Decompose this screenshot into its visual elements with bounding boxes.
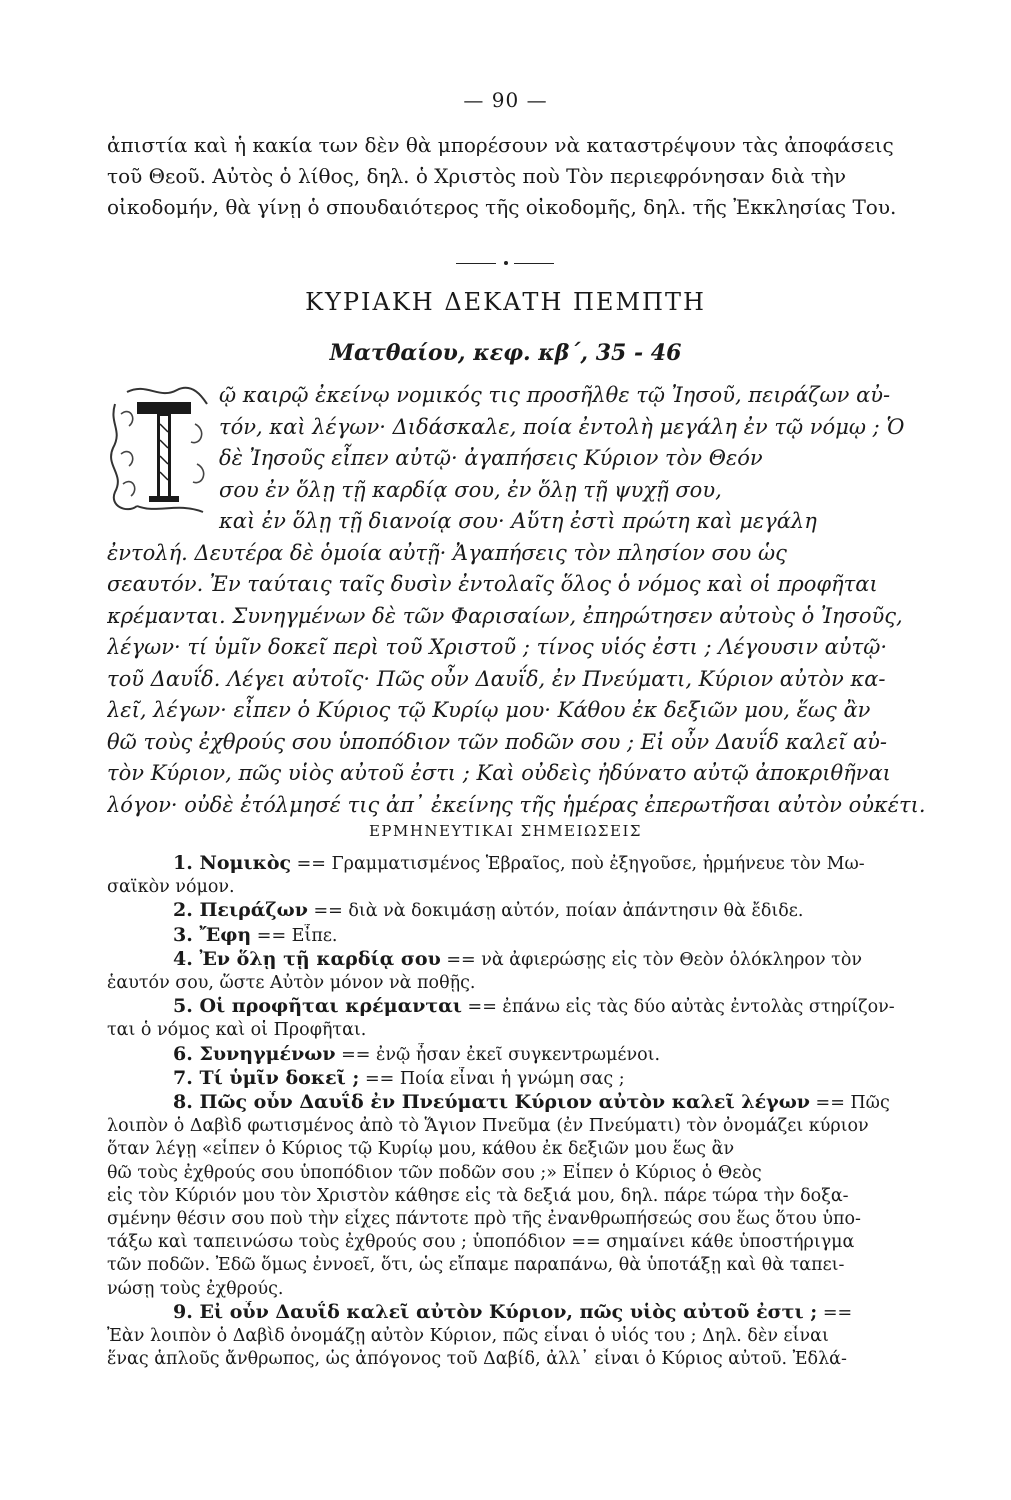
gospel-line: σεαυτόν. Ἐν ταύταις ταῖς δυσὶν ἐντολαῖς ὅλος ὁ νόμος καὶ οἱ προφῆται <box>107 572 878 596</box>
note-term: 3. Ἔφη <box>173 923 252 946</box>
note-line <box>107 852 931 876</box>
gospel-line: καὶ ἐν ὅλῃ τῇ διανοίᾳ σου· Αὕτη ἐστὶ πρώτη καὶ μεγάλη <box>219 509 817 533</box>
page-number: — 90 — <box>463 88 548 112</box>
intro-line: ἀπιστία καὶ ἡ κακία των δὲν θὰ μπορέσουν νὰ καταστρέψουν τὰς ἀποφάσεις <box>107 133 894 157</box>
note-line <box>107 876 931 899</box>
note-text: εἰς τὸν Κύριόν μου τὸν Χριστὸν κάθησε εἰς τὰ δεξιά μου, δηλ. πάρε τώρα τὴν δοξα- <box>107 1185 849 1206</box>
note-line <box>107 1115 931 1138</box>
gospel-line: τοῦ Δαυΐδ. Λέγει αὐτοῖς· Πῶς οὖν Δαυΐδ, ἐν Πνεύματι, Κύριον αὐτὸν κα- <box>107 666 886 691</box>
note-line <box>107 1254 931 1277</box>
note-line <box>107 972 931 995</box>
note-text: ἑαυτόν σου, ὥστε Αὐτὸν μόνον νὰ ποθῇς. <box>107 973 476 994</box>
note-line <box>107 924 931 948</box>
gospel-line: τὸν Κύριον, πῶς υἱὸς αὐτοῦ ἐστι ; Καὶ οὐδεὶς ἠδύνατο αὐτῷ ἀποκριθῆναι <box>107 761 891 785</box>
note-term: 5. Οἱ προφῆται κρέμανται <box>173 995 462 1018</box>
explanatory-notes <box>107 852 931 1371</box>
section-divider <box>456 258 556 270</box>
note-line <box>107 1043 931 1067</box>
note-term: 4. Ἐν ὅλῃ τῇ καρδίᾳ σου <box>173 947 441 970</box>
gospel-line: λόγον· οὐδὲ ἐτόλμησέ τις ἀπ᾽ ἐκείνης τῆς ἡμέρας ἐπερωτῆσαι αὐτὸν οὐκέτι. <box>107 792 926 817</box>
notes-title: ΕΡΜΗΝΕΥΤΙΚΑΙ ΣΗΜΕΙΩΣΕΙΣ <box>368 822 643 840</box>
note-text: == Εἶπε. <box>251 925 338 946</box>
intro-line: οἰκοδομήν, θὰ γίνῃ ὁ σπουδαιότερος τῆς οἰκοδομῆς, δηλ. τῆς Ἐκκλησίας Του. <box>107 195 897 219</box>
note-line <box>107 1231 931 1254</box>
note-text: νώσῃ τοὺς ἐχθρούς. <box>107 1278 284 1299</box>
note-text: == Γραμματισμένος Ἑβραῖος, ποὺ ἐξηγοῦσε, ἡρμήνευε τὸν Μω- <box>291 854 865 874</box>
note-line <box>107 1208 931 1231</box>
note-line <box>107 995 931 1019</box>
note-line <box>107 1019 931 1042</box>
gospel-line: τόν, καὶ λέγων· Διδάσκαλε, ποία ἐντολὴ μεγάλη ἐν τῷ νόμῳ ; Ὁ <box>219 414 905 439</box>
note-text: == Ποία εἶναι ἡ γνώμη σας ; <box>359 1068 625 1089</box>
note-text: ἕνας ἁπλοῦς ἄνθρωπος, ὡς ἀπόγονος τοῦ Δαβίδ, ἀλλ᾽ εἶναι ὁ Κύριος αὐτοῦ. Ἐδλά- <box>107 1349 847 1370</box>
gospel-line: ἐντολή. Δευτέρα δὲ ὁμοία αὐτῇ· Ἀγαπήσεις τὸν πλησίον σου ὡς <box>107 540 787 565</box>
section-heading: ΚΥΡΙΑΚΗ ΔΕΚΑΤΗ ΠΕΜΠΤΗ <box>305 288 706 316</box>
note-term: 8. Πῶς οὖν Δαυΐδ ἐν Πνεύματι Κύριον αὐτὸν καλεῖ λέγων <box>173 1091 810 1114</box>
note-term: 9. Εἰ οὖν Δαυΐδ καλεῖ αὐτὸν Κύριον, πῶς υἱὸς αὐτοῦ ἐστι ; <box>173 1300 818 1323</box>
gospel-line: λεῖ, λέγων· εἶπεν ὁ Κύριος τῷ Κυρίῳ μου· Κάθου ἐκ δεξιῶν μου, ἕως ἂν <box>107 698 871 722</box>
note-text: Ἐὰν λοιπὸν ὁ Δαβὶδ ὀνομάζῃ αὐτὸν Κύριον, πῶς εἶναι ὁ υἱός του ; Δηλ. δὲν εἶναι <box>107 1326 829 1347</box>
gospel-line: λέγων· τί ὑμῖν δοκεῖ περὶ τοῦ Χριστοῦ ; τίνος υἱός ἐστι ; Λέγουσιν αὐτῷ· <box>107 635 887 659</box>
note-text: τάξω καὶ ταπεινώσω τοὺς ἐχθρούς σου ; ὑποπόδιον == σημαίνει κάθε ὑποστήριγμα <box>107 1232 855 1253</box>
dropcap-letter: Τ <box>107 384 108 385</box>
intro-paragraph <box>107 130 931 223</box>
note-text: ται ὁ νόμος καὶ οἱ Προφῆται. <box>107 1020 367 1041</box>
gospel-reading <box>107 380 931 821</box>
note-term: 6. Συνηγμένων <box>173 1042 336 1065</box>
note-line <box>107 1278 931 1301</box>
note-line <box>107 899 931 923</box>
gospel-line: ῷ καιρῷ ἐκείνῳ νομικός τις προσῆλθε τῷ Ἰησοῦ, πειράζων αὐ- <box>219 383 891 407</box>
note-line <box>107 948 931 972</box>
intro-line: τοῦ Θεοῦ. Αὐτὸς ὁ λίθος, δηλ. ὁ Χριστὸς ποὺ Τὸν περιεφρόνησαν διὰ τὴν <box>107 164 847 188</box>
scripture-reference: Ματθαίου, κεφ. κβ΄, 35 - 46 <box>329 340 682 366</box>
note-term: 1. Νομικὸς <box>173 852 292 874</box>
note-text: == <box>817 1302 853 1323</box>
note-line <box>107 1185 931 1208</box>
gospel-line: δὲ Ἰησοῦς εἶπεν αὐτῷ· ἀγαπήσεις Κύριον τὸν Θεόν <box>219 446 763 470</box>
note-line <box>107 1162 931 1185</box>
note-term: 2. Πειράζων <box>173 899 308 922</box>
note-text: == ἐπάνω εἰς τὰς δύο αὐτὰς ἐντολὰς στηρίζον- <box>461 997 895 1018</box>
note-text: ὅταν λέγῃ «εἶπεν ὁ Κύριος τῷ Κυρίῳ μου, κάθου ἐκ δεξιῶν μου ἕως ἂν <box>107 1139 735 1160</box>
note-text: == διὰ νὰ δοκιμάσῃ αὐτόν, ποίαν ἀπάντησιν θὰ ἔδιδε. <box>307 901 804 922</box>
note-text: σαϊκὸν νόμον. <box>107 877 235 898</box>
note-line <box>107 1348 931 1371</box>
gospel-line: κρέμανται. Συνηγμένων δὲ τῶν Φαρισαίων, ἐπηρώτησεν αὐτοὺς ὁ Ἰησοῦς, <box>107 603 903 628</box>
note-line <box>107 1067 931 1091</box>
note-text: == Πῶς <box>809 1093 890 1114</box>
note-text: == νὰ ἀφιερώσῃς εἰς τὸν Θεὸν ὁλόκληρον τὸν <box>440 949 863 970</box>
note-text: θῶ τοὺς ἐχθρούς σου ὑποπόδιον τῶν ποδῶν σου ;» Εἶπεν ὁ Κύριος ὁ Θεὸς <box>107 1162 762 1183</box>
note-term: 7. Τί ὑμῖν δοκεῖ ; <box>173 1066 360 1089</box>
note-text: τῶν ποδῶν. Ἐδῶ ὅμως ἐννοεῖ, ὅτι, ὡς εἴπαμε παραπάνω, θὰ ὑποτάξῃ καὶ θὰ ταπει- <box>107 1255 845 1276</box>
note-text: λοιπὸν ὁ Δαβὶδ φωτισμένος ἀπὸ τὸ Ἅγιον Πνεῦμα (ἐν Πνεύματι) τὸν ὀνομάζει κύριον <box>107 1116 869 1137</box>
note-line <box>107 1091 931 1115</box>
note-line <box>107 1138 931 1161</box>
note-text: == ἐνῷ ἦσαν ἐκεῖ συγκεντρωμένοι. <box>335 1044 661 1065</box>
gospel-line: σου ἐν ὅλῃ τῇ καρδίᾳ σου, ἐν ὅλῃ τῇ ψυχῇ σου, <box>219 477 722 502</box>
gospel-line: θῶ τοὺς ἐχθρούς σου ὑποπόδιον τῶν ποδῶν σου ; Εἰ οὖν Δαυΐδ καλεῖ αὐ- <box>107 729 888 754</box>
note-text: σμένην θέσιν σου ποὺ τὴν εἶχες πάντοτε πρὸ τῆς ἐνανθρωπήσεώς σου ἕως ὅτου ὑπο- <box>107 1209 861 1230</box>
note-line <box>107 1301 931 1325</box>
note-line <box>107 1325 931 1348</box>
